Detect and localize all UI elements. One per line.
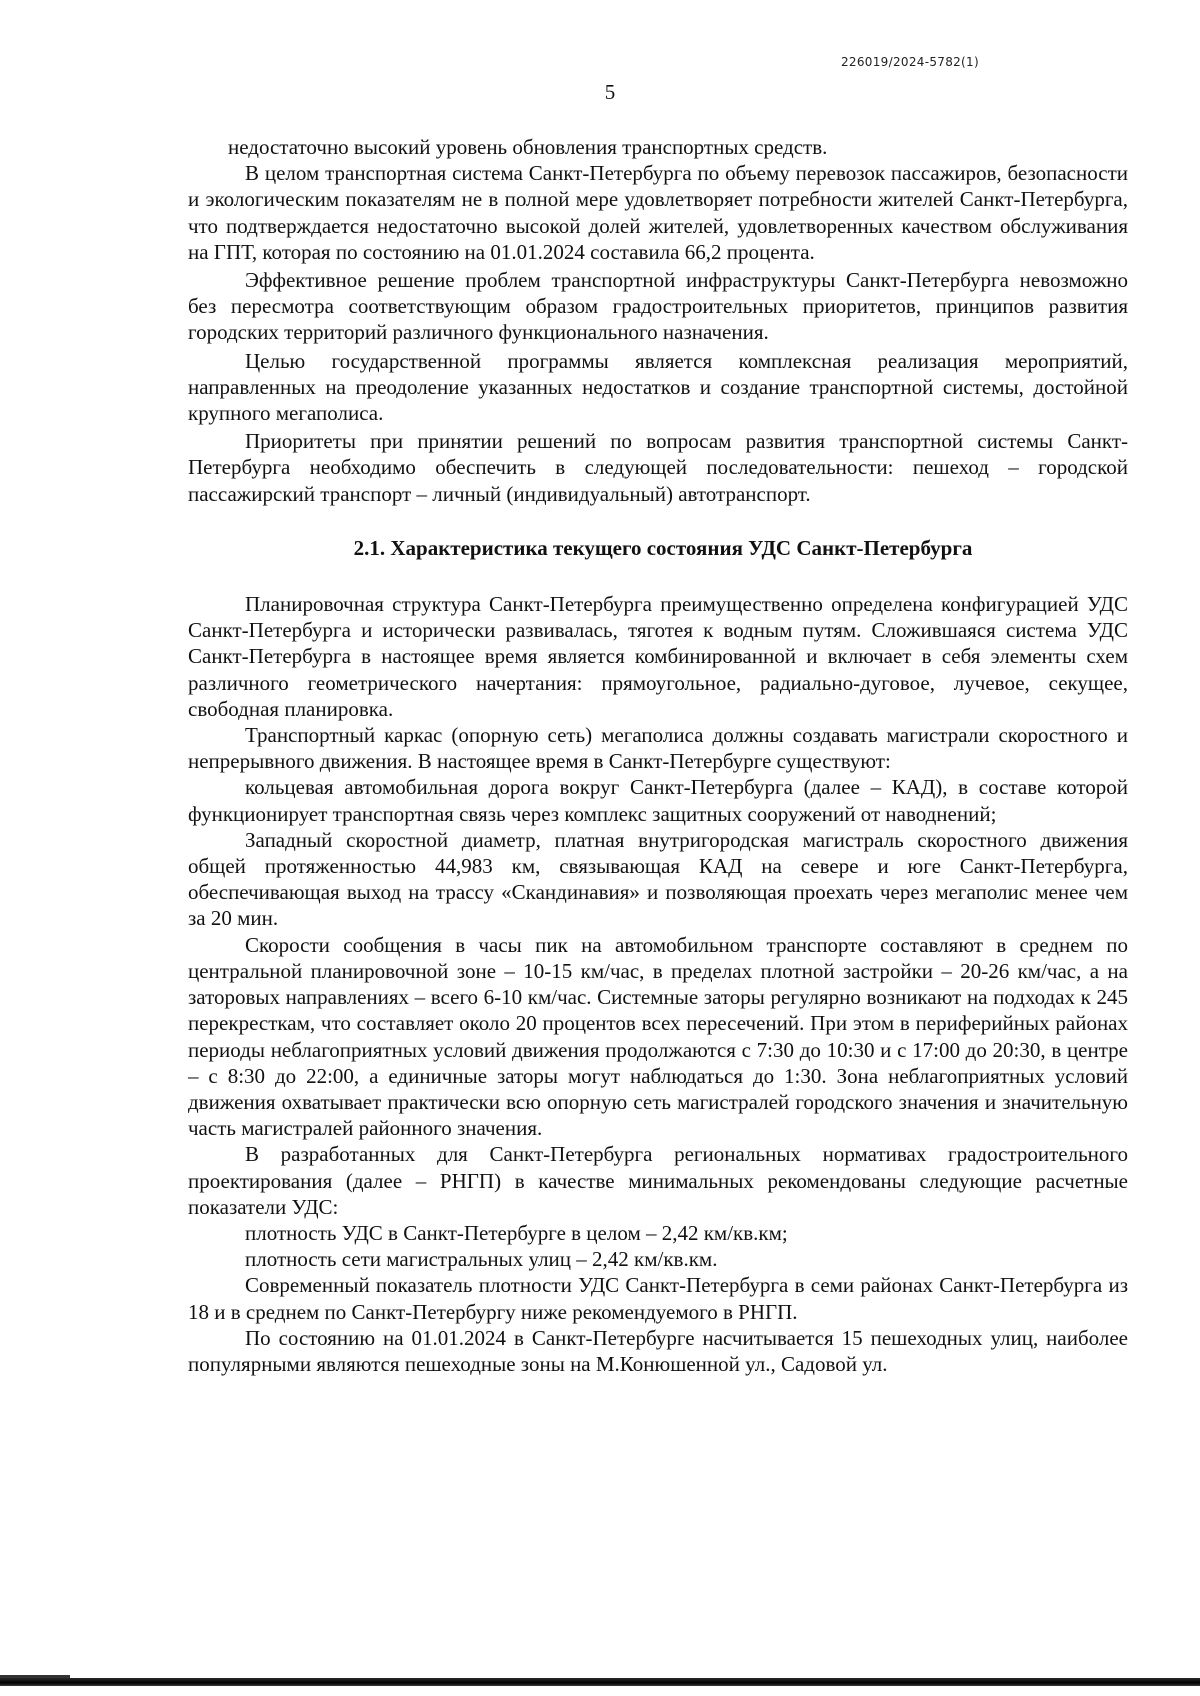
list-item: плотность УДС в Санкт-Петербурге в целом – 2,42 км/кв.км; bbox=[245, 1220, 788, 1245]
paragraph: Целью государственной программы является комплексная реализация мероприятий, направленных на преодоление указанных недостатков и создание транспортной системы, достойной крупного мегаполиса. bbox=[188, 348, 1128, 426]
paragraph: Транспортный каркас (опорную сеть) мегаполиса должны создавать магистрали скоростного и непрерывного движения. В настоящее время в Санкт-Петербурге существуют: bbox=[188, 723, 1128, 774]
paragraph: Эффективное решение проблем транспортной инфраструктуры Санкт-Петербурга невозможно без пересмотра соответствующим образом градостроительных приоритетов, принципов развития городских территорий различного функционального назначения. bbox=[188, 268, 1128, 345]
scan-bottom-border bbox=[0, 1678, 1200, 1686]
section-heading: 2.1. Характеристика текущего состояния УДС Санкт-Петербурга bbox=[353, 535, 973, 560]
paragraph: Планировочная структура Санкт-Петербурга преимущественно определена конфигурацией УДС Санкт-Петербурга и исторически развивалась, тяготея к водным путям. Сложившаяся система УДС Санкт-Петербурга в настоящее время является комбинированной и включает в себя элементы схем различного геометрического начертания: прямоугольное, радиально-дуговое, лучевое, секущее, свободная планировка. bbox=[188, 592, 1128, 721]
page-number: 5 bbox=[604, 80, 616, 104]
document-body bbox=[188, 134, 1128, 1377]
paragraph: недостаточно высокий уровень обновления транспортных средств. bbox=[228, 135, 828, 159]
list-item: Западный скоростной диаметр, платная внутригородская магистраль скоростного движения общей протяженностью 44,983 км, связывающая КАД на севере и юге Санкт-Петербурга, обеспечивающая выход на трассу «Скандинавия» и позволяющая проехать через мегаполис менее чем за 20 мин. bbox=[188, 827, 1128, 931]
list-item: кольцевая автомобильная дорога вокруг Санкт-Петербурга (далее – КАД), в составе которой функционирует транспортная связь через комплекс защитных сооружений от наводнений; bbox=[188, 775, 1128, 826]
paragraph: По состоянию на 01.01.2024 в Санкт-Петербурге насчитывается 15 пешеходных улиц, наиболее популярными являются пешеходные зоны на М.Конюшенной ул., Садовой ул. bbox=[188, 1325, 1128, 1376]
paragraph: В разработанных для Санкт-Петербурга региональных нормативах градостроительного проектирования (далее – РНГП) в качестве минимальных рекомендованы следующие расчетные показатели УДС: bbox=[188, 1142, 1128, 1219]
list-item: плотность сети магистральных улиц – 2,42 км/кв.км. bbox=[245, 1247, 718, 1272]
paragraph: Приоритеты при принятии решений по вопросам развития транспортной системы Санкт-Петербурга необходимо обеспечить в следующей последовательности: пешеход – городской пассажирский транспорт – личный (индивидуальный) автотранспорт. bbox=[188, 429, 1128, 506]
paragraph: В целом транспортная система Санкт-Петербурга по объему перевозок пассажиров, безопасности и экологическим показателям не в полной мере удовлетворяет потребности жителей Санкт-Петербурга, что подтверждается недостаточно высокой долей жителей, удовлетворенных качеством обслуживания на ГПТ, которая по состоянию на 01.01.2024 составила 66,2 процента. bbox=[188, 161, 1128, 264]
paragraph: Современный показатель плотности УДС Санкт-Петербурга в семи районах Санкт-Петербурга из 18 и в среднем по Санкт-Петербургу ниже рекомендуемого в РНГП. bbox=[188, 1273, 1128, 1324]
paragraph: Скорости сообщения в часы пик на автомобильном транспорте составляют в среднем по центральной планировочной зоне – 10-15 км/час, в пределах плотной застройки – 20-26 км/час, а на заторовых направлениях – всего 6-10 км/час. Системные заторы регулярно возникают на подходах к 245 перекресткам, что составляет около 20 процентов всех пересечений. При этом в периферийных районах периоды неблагоприятных условий движения продолжаются с 7:30 до 10:30 и с 17:00 до 20:30, в центре – с 8:30 до 22:00, а единичные заторы могут наблюдаться до 1:30. Зона неблагоприятных условий движения охватывает практически всю опорную сеть магистралей городского значения и значительную часть магистралей районного значения. bbox=[188, 932, 1128, 1141]
document-id: 226019/2024-5782(1) bbox=[841, 55, 979, 69]
